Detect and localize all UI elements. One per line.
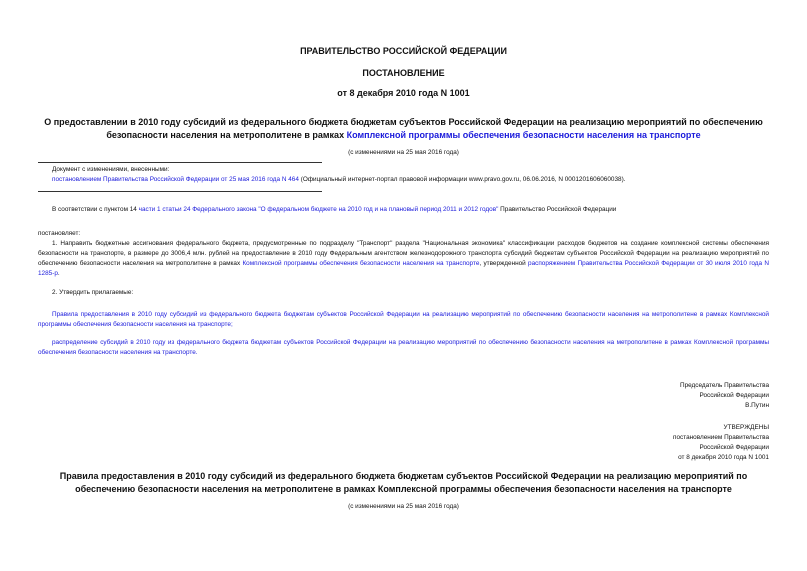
changes-box-label: Документ с изменениями, внесенными: xyxy=(52,166,170,173)
changes-box-rest: (Официальный интернет-портал правовой информации www.pravo.gov.ru, 06.06.2016, N 0001201606060038). xyxy=(298,176,626,183)
approval-date: от 8 декабря 2010 года N 1001 xyxy=(678,454,769,461)
preamble-text-end: Правительство Российской Федерации xyxy=(498,206,617,213)
signature-country: Российской Федерации xyxy=(699,392,769,399)
document-title-text: О предоставлении в 2010 году субсидий из федерального бюджета бюджетам субъектов Российской Федерации на реализацию мероприятий по обеспечению безопасности населения на метрополитене в рамках xyxy=(44,117,763,140)
changes-box-top-rule xyxy=(38,162,322,163)
approved-rules-link[interactable]: Правила предоставления в 2010 году субсидий из федерального бюджета бюджетам субъектов Российской Федерации на реализацию мероприятий по обеспечению безопасности населения на метрополитене в рамках Комплексной программы обеспечения безопасности населения на транспорте; xyxy=(38,311,769,328)
approval-by: постановлением Правительства xyxy=(673,434,769,441)
program-link[interactable]: Комплексной программы обеспечения безопасности населения на транспорте xyxy=(346,130,701,140)
approved-distribution-link[interactable]: распределение субсидий в 2010 году из федерального бюджета бюджетам субъектов Российской Федерации на реализацию мероприятий по обеспечению безопасности населения на метрополитене в рамках Комплексной программы обеспечения безопасности населения на транспорте. xyxy=(38,339,769,356)
document-date-number: от 8 декабря 2010 года N 1001 xyxy=(337,88,470,98)
decrees-word: постановляет: xyxy=(38,230,81,237)
rules-amendment-note: (с изменениями на 25 мая 2016 года) xyxy=(348,503,459,510)
rules-title: Правила предоставления в 2010 году субсидий из федерального бюджета бюджетам субъектов Российской Федерации на реализацию мероприятий по обеспечению безопасности населения на метрополитене в рамках Комплексной программы обеспечения безопасности населения на транспорте xyxy=(59,471,748,494)
signature-title: Председатель Правительства xyxy=(680,382,769,389)
changes-box-text xyxy=(52,175,626,185)
government-heading: ПРАВИТЕЛЬСТВО РОССИЙСКОЙ ФЕДЕРАЦИИ xyxy=(300,46,507,56)
amendment-note: (с изменениями на 25 мая 2016 года) xyxy=(348,149,459,156)
item-1-paragraph xyxy=(38,239,769,279)
item-1-program-link[interactable]: Комплексной программы обеспечения безопасности населения на транспорте xyxy=(242,260,480,267)
item-1-text-3: . xyxy=(57,270,60,277)
document-title xyxy=(30,116,777,142)
signature-name: В.Путин xyxy=(745,402,769,409)
document-type-heading: ПОСТАНОВЛЕНИЕ xyxy=(362,68,445,78)
item-2-heading: 2. Утвердить прилагаемые: xyxy=(52,289,134,296)
order-1285-link[interactable]: распоряжением Правительства Российской Федерации от 30 июля 2010 года N 1285-р xyxy=(38,260,769,277)
preamble xyxy=(52,205,616,215)
item-1-text-2: , утвержденной xyxy=(479,260,529,267)
signature-block xyxy=(560,381,769,411)
changes-box-bottom-rule xyxy=(38,191,322,192)
approval-heading: УТВЕРЖДЕНЫ xyxy=(723,424,769,431)
approval-country: Российской Федерации xyxy=(699,444,769,451)
preamble-text-start: В соответствии с пунктом 14 xyxy=(52,206,139,213)
amendment-decree-link[interactable]: постановлением Правительства Российской Федерации от 25 мая 2016 года N 464 xyxy=(52,176,299,183)
federal-law-link[interactable]: части 1 статьи 24 Федерального закона "О федеральном бюджете на 2010 год и на плановый период 2011 и 2012 годов" xyxy=(138,206,499,213)
approval-block xyxy=(560,423,769,463)
item-1-text: 1. Направить бюджетные ассигнования федерального бюджета, предусмотренные по подразделу "Транспорт" раздела "Национальная экономика" классификации расходов бюджетов на создание комплексной системы обеспечения безопасности на транспорте, в размере до 3006,4 млн. рублей на предоставление в 2010 году Федеральным агентством железнодорожного транспорта субсидий бюджетам субъектов Российской Федерации на реализацию мероприятий по обеспечению безопасности населения на метрополитене в рамках xyxy=(38,240,769,267)
